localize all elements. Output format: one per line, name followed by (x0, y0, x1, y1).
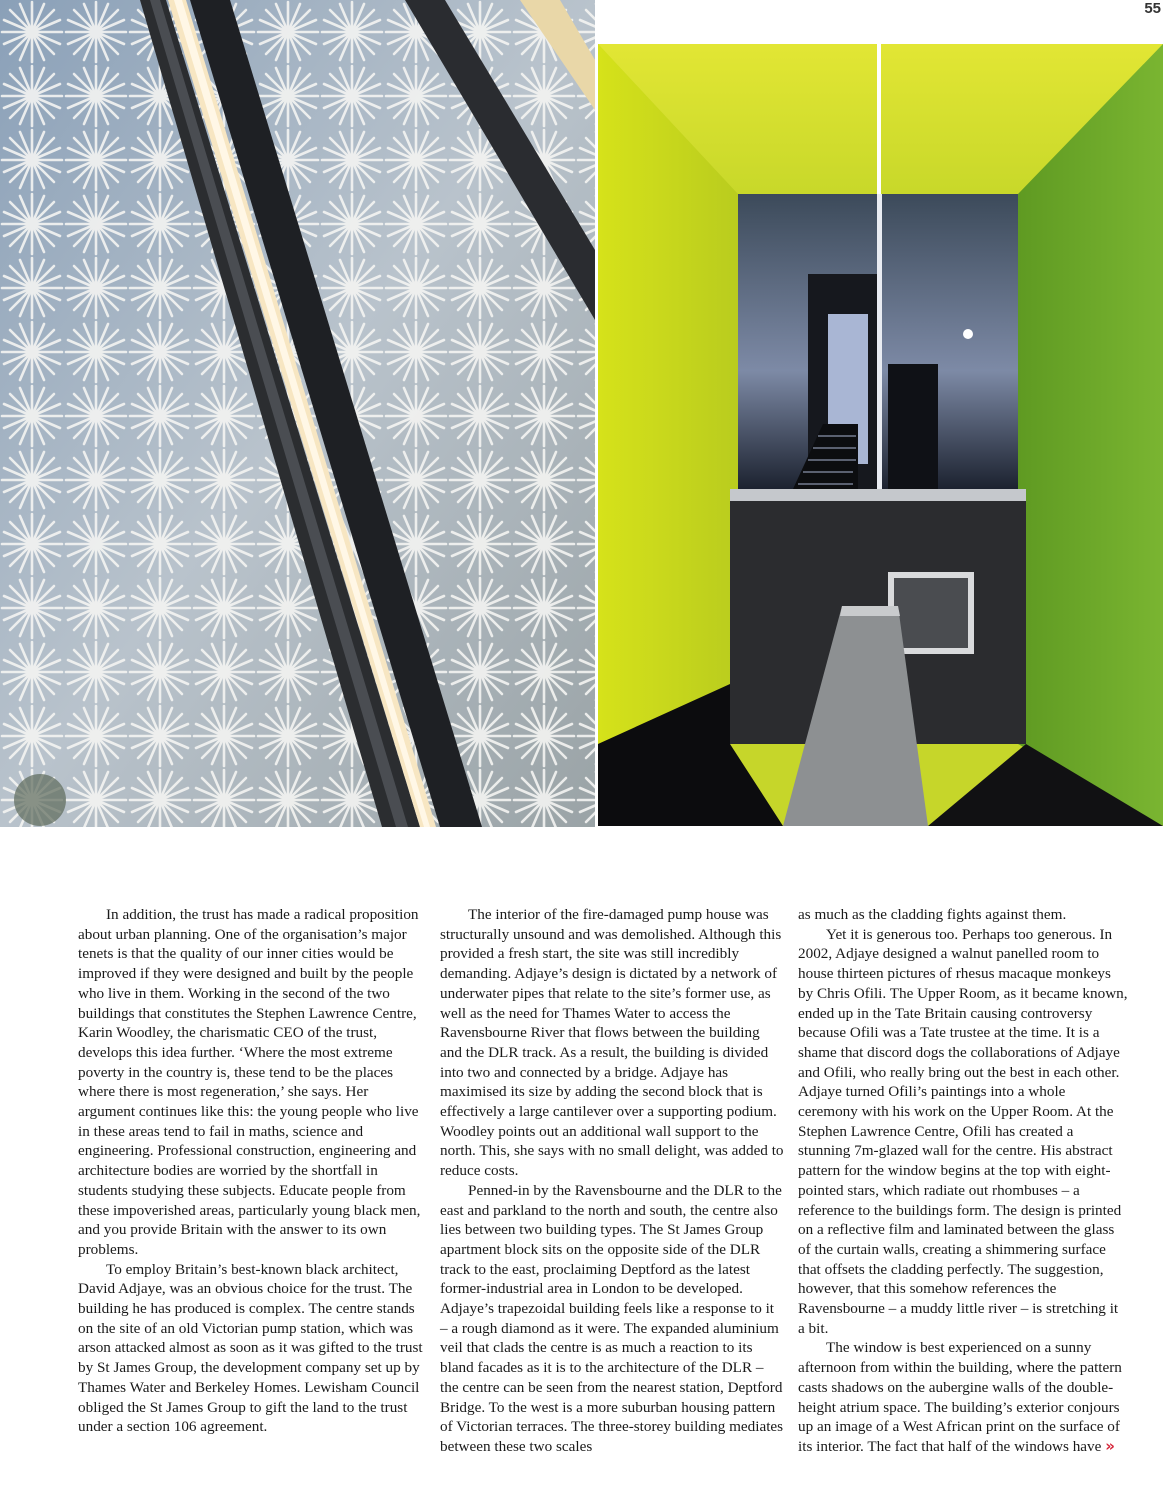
paragraph: The interior of the fire-damaged pump house was structurally unsound and was demolished. Although this provided a fresh start, the site was still incredibly demanding. Adjaye’s design is dictated by a network of underwater pipes that relate to the site’s former use, as well as the need for Thames Water to access the Ravensbourne River that flows between the building and the DLR track. As a result, the building is divided into two and connected by a bridge. Adjaye has maximised its size by adding the second block that is effectively a large cantilever over a supporting podium. Woodley points out an additional wall support to the north. This, she says with no small delight, was added to reduce costs. (440, 906, 784, 1180)
article-column-2 (440, 905, 785, 1457)
article-column-1 (78, 905, 423, 1437)
paragraph: To employ Britain’s best-known black architect, David Adjaye, was an obvious choice for the trust. The building he has produced is complex. The centre stands on the site of an old Victorian pump station, which was arson attacked almost as soon as it was gifted to the trust by St James Group, the development company set up by Thames Water and Berkeley Homes. Lewisham Council obliged the St James Group to gift the land to the trust under a section 106 agreement. (78, 1260, 423, 1436)
article-column-3 (798, 905, 1128, 1457)
paragraph-text: The window is best experienced on a sunny afternoon from within the building, where the pattern casts shadows on the aubergine walls of the double-height atrium space. The building’s exterior conjours up an image of a West African print on the surface of its interior. The fact that half of the windows have (798, 1339, 1122, 1455)
paragraph: as much as the cladding fights against them. (798, 906, 1067, 923)
paragraph: Penned-in by the Ravensbourne and the DLR to the east and parkland to the north and south, the centre also lies between two building types. The St James Group apartment block sits on the opposite side of the DLR track to the east, proclaiming Deptford as the latest former-industrial area in London to be developed. Adjaye’s trapezoidal building feels like a response to it – a rough diamond as it were. The expanded aluminium veil that clads the centre is as much a reaction to its bland facades as it is to the architecture of the DLR – the centre can be seen from the nearest station, Deptford Bridge. To the west is a more suburban housing pattern of Victorian terraces. The three-storey building mediates between these two scales (440, 1181, 784, 1455)
photo-interior-corridor (598, 44, 1163, 826)
paragraph (798, 1338, 1128, 1456)
continue-arrow-icon: » (1105, 1436, 1115, 1455)
photo-cladding-pattern (0, 0, 595, 827)
paragraph: In addition, the trust has made a radical proposition about urban planning. One of the organisation’s major tenets is that the quality of our inner cities would be improved if they were designed and built by the people who live in them. Working in the second of the two buildings that constitutes the Stephen Lawrence Centre, Karin Woodley, the charismatic CEO of the trust, develops this idea further. ‘Where the most extreme poverty in the country is, these tend to be the places where there is most regeneration,’ she says. Her argument continues like this: the young people who live in these areas tend to fail in maths, science and engineering. Professional construction, engineering and architecture bodies are worried by the shortfall in students studying these subjects. Educate people from these impoverished areas, particularly young black men, and you provide Britain with the answer to its own problems. (78, 906, 421, 1258)
page-number: 55 (1144, 0, 1161, 17)
paragraph: Yet it is generous too. Perhaps too generous. In 2002, Adjaye designed a walnut panelled room to house thirteen pictures of rhesus macaque monkeys by Chris Ofili. The Upper Room, as it became known, ended up in the Tate Britain causing controversy because Ofili was a Tate trustee at the time. It is a shame that discord dogs the collaborations of Adjaye and Ofili, who really bring out the best in each other. Adjaye turned Ofili’s paintings into a whole ceremony with his work on the Upper Room. At the Stephen Lawrence Centre, Ofili has created a stunning 7m-glazed wall for the centre. His abstract pattern for the window begins at the top with eight-pointed stars, which radiate out rhombuses – a reference to the buildings form. The design is printed on a reflective film and laminated between the glass of the curtain walls, creating a shimmering surface that offsets the cladding perfectly. The suggestion, however, that this somehow references the Ravensbourne – a muddy little river – is stretching it a bit. (798, 925, 1128, 1337)
